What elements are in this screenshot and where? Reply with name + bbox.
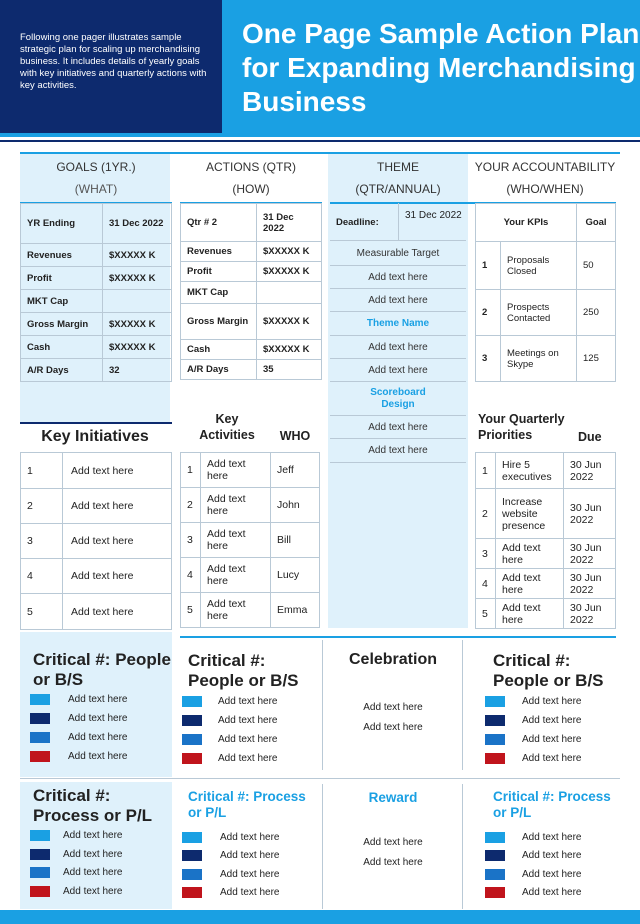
priority-due: 30 Jun 2022 <box>564 539 616 569</box>
legend-swatch <box>30 732 50 743</box>
initiative-text: Add text here <box>63 524 172 559</box>
legend-text: Add text here <box>522 832 582 843</box>
legend-swatch <box>182 832 202 843</box>
activity-num: 2 <box>181 488 201 523</box>
actions-head-date: 31 Dec 2022 <box>257 204 322 242</box>
theme-deadline-label: Deadline: <box>336 217 379 228</box>
legend-text: Add text here <box>68 713 128 724</box>
goals-row-value: $XXXXX K <box>103 336 172 359</box>
legend-text: Add text here <box>68 751 128 762</box>
legend-text: Add text here <box>220 887 280 898</box>
legend-text: Add text here <box>218 753 278 764</box>
initiative-num: 1 <box>21 453 63 489</box>
initiatives-title: Key Initiatives <box>41 428 149 445</box>
critical-process-title: Critical #: Process or P/L <box>33 786 153 825</box>
theme-item: Add text here <box>330 359 466 382</box>
priority-due: 30 Jun 2022 <box>564 453 616 489</box>
goals-head-date: 31 Dec 2022 <box>103 204 172 244</box>
legend-swatch <box>30 849 50 860</box>
activity-text: Add text here <box>201 488 271 523</box>
goals-sub: (WHAT) <box>74 182 118 196</box>
legend-swatch <box>485 887 505 898</box>
priority-num: 3 <box>476 539 496 569</box>
header-divider-thin <box>0 140 640 142</box>
theme-scoreboard: Scoreboard Design <box>330 382 466 416</box>
divider <box>322 640 323 770</box>
critical-people-title: Critical #: People or B/S <box>33 650 171 689</box>
legend-swatch <box>182 696 202 707</box>
goals-row-label: Revenues <box>21 244 103 267</box>
actions-row-value: $XXXXX K <box>257 242 322 262</box>
activity-who: Jeff <box>271 453 320 488</box>
activity-who: John <box>271 488 320 523</box>
initiative-num: 3 <box>21 524 63 559</box>
page-title: One Page Sample Action Plan for Expanding Merchandising Business <box>222 0 640 133</box>
quarterly-title: Your Quarterly Priorities <box>478 412 565 442</box>
row-divider <box>20 778 620 779</box>
legend-text: Add text here <box>63 886 123 897</box>
legend-swatch <box>182 850 202 861</box>
legend-swatch <box>182 715 202 726</box>
kpi-goal: 125 <box>577 336 616 382</box>
goals-row-value: 32 <box>103 359 172 382</box>
initiative-text: Add text here <box>63 594 172 630</box>
initiative-text: Add text here <box>63 559 172 594</box>
legend-swatch <box>30 830 50 841</box>
legend-text: Add text here <box>63 830 123 841</box>
kpi-goal: 50 <box>577 242 616 290</box>
goals-table <box>20 203 172 382</box>
theme-title: THEME <box>377 160 419 174</box>
legend-swatch <box>485 734 505 745</box>
critical-process-title: Critical #: Process or P/L <box>188 789 306 820</box>
kpi-label: Proposals Closed <box>501 242 577 290</box>
legend-text: Add text here <box>68 694 128 705</box>
table-top-line <box>20 152 620 154</box>
priority-text: Add text here <box>496 539 564 569</box>
critical-process-title: Critical #: Process or P/L <box>493 789 611 820</box>
legend-text: Add text here <box>63 867 123 878</box>
activity-text: Add text here <box>201 558 271 593</box>
theme-item: Add text here <box>330 289 466 312</box>
divider <box>322 784 323 909</box>
activities-table <box>180 452 320 628</box>
priority-num: 4 <box>476 569 496 599</box>
initiatives-table <box>20 452 172 630</box>
legend-swatch <box>30 867 50 878</box>
initiative-num: 4 <box>21 559 63 594</box>
legend-text: Add text here <box>522 715 582 726</box>
goals-row-label: A/R Days <box>21 359 103 382</box>
activity-text: Add text here <box>201 523 271 558</box>
legend-swatch <box>182 734 202 745</box>
initiatives-line <box>20 422 172 424</box>
activities-title: Key Activities <box>199 412 255 442</box>
priority-text: Add text here <box>496 599 564 629</box>
priority-text: Hire 5 executives <box>496 453 564 489</box>
kpi-head: Your KPIs <box>476 204 577 242</box>
legend-swatch <box>485 850 505 861</box>
kpi-goal: 250 <box>577 290 616 336</box>
actions-head-label: Qtr # 2 <box>181 204 257 242</box>
legend-swatch <box>485 753 505 764</box>
priority-num: 2 <box>476 489 496 539</box>
critical-people-title: Critical #: People or B/S <box>493 651 604 690</box>
theme-deadline-value: 31 Dec 2022 <box>405 210 462 221</box>
quarterly-due: Due <box>578 430 602 444</box>
actions-row-value: 35 <box>257 360 322 380</box>
accountability-sub: (WHO/WHEN) <box>506 182 584 196</box>
actions-row-label: Profit <box>181 262 257 282</box>
actions-table <box>180 203 322 380</box>
legend-text: Add text here <box>68 732 128 743</box>
celebration-title: Celebration <box>348 651 437 668</box>
legend-text: Add text here <box>218 696 278 707</box>
priority-text: Increase website presence <box>496 489 564 539</box>
celebration-text: Add text here <box>363 702 423 713</box>
kpi-label: Prospects Contacted <box>501 290 577 336</box>
theme-item: Add text here <box>330 416 466 439</box>
initiative-text: Add text here <box>63 489 172 524</box>
activity-num: 4 <box>181 558 201 593</box>
reward-text: Add text here <box>363 857 423 868</box>
legend-swatch <box>30 694 50 705</box>
activity-text: Add text here <box>201 593 271 628</box>
actions-row-label: Revenues <box>181 242 257 262</box>
priority-num: 1 <box>476 453 496 489</box>
goals-head-label: YR Ending <box>21 204 103 244</box>
legend-swatch <box>30 751 50 762</box>
header-divider <box>0 133 640 137</box>
legend-swatch <box>182 869 202 880</box>
legend-text: Add text here <box>522 869 582 880</box>
activity-text: Add text here <box>201 453 271 488</box>
legend-text: Add text here <box>522 850 582 861</box>
legend-text: Add text here <box>522 734 582 745</box>
actions-row-label: Cash <box>181 340 257 360</box>
kpi-label: Meetings on Skype <box>501 336 577 382</box>
actions-row-value: $XXXXX K <box>257 262 322 282</box>
legend-text: Add text here <box>220 832 280 843</box>
quarterly-table <box>475 452 616 629</box>
legend-text: Add text here <box>522 753 582 764</box>
goals-row-label: MKT Cap <box>21 290 103 313</box>
celebration-text: Add text here <box>363 722 423 733</box>
legend-swatch <box>30 886 50 897</box>
goals-row-value: $XXXXX K <box>103 267 172 290</box>
divider <box>462 784 463 909</box>
kpi-num: 2 <box>476 290 501 336</box>
goals-title: GOALS (1YR.) <box>56 160 136 174</box>
legend-text: Add text here <box>218 715 278 726</box>
actions-title: ACTIONS (QTR) <box>206 160 296 174</box>
goals-row-label: Gross Margin <box>21 313 103 336</box>
actions-sub: (HOW) <box>232 182 270 196</box>
actions-row-value: $XXXXX K <box>257 340 322 360</box>
legend-text: Add text here <box>522 887 582 898</box>
header-intro: Following one pager illustrates sample strategic plan for scaling up merchandising business. It includes details of yearly goals with key initiatives and quarterly actions with key activities. <box>0 0 222 133</box>
priority-num: 5 <box>476 599 496 629</box>
legend-text: Add text here <box>63 849 123 860</box>
activity-who: Bill <box>271 523 320 558</box>
legend-swatch <box>182 887 202 898</box>
legend-text: Add text here <box>220 850 280 861</box>
actions-row-label: Gross Margin <box>181 304 257 340</box>
theme-item: Add text here <box>330 336 466 359</box>
goals-row-label: Cash <box>21 336 103 359</box>
activity-who: Emma <box>271 593 320 628</box>
priority-due: 30 Jun 2022 <box>564 569 616 599</box>
legend-swatch <box>485 715 505 726</box>
theme-sub: (QTR/ANNUAL) <box>355 182 441 196</box>
theme-item: Add text here <box>330 266 466 289</box>
activity-who: Lucy <box>271 558 320 593</box>
theme-deadline-row <box>330 203 466 241</box>
goals-row-value <box>103 290 172 313</box>
actions-row-label: MKT Cap <box>181 282 257 304</box>
initiative-num: 2 <box>21 489 63 524</box>
legend-text: Add text here <box>220 869 280 880</box>
priority-due: 30 Jun 2022 <box>564 599 616 629</box>
activity-num: 1 <box>181 453 201 488</box>
reward-text: Add text here <box>363 837 423 848</box>
bottom-section-line <box>180 636 616 638</box>
legend-text: Add text here <box>218 734 278 745</box>
legend-swatch <box>485 869 505 880</box>
accountability-title: YOUR ACCOUNTABILITY <box>474 160 616 174</box>
activity-num: 3 <box>181 523 201 558</box>
legend-text: Add text here <box>522 696 582 707</box>
initiative-text: Add text here <box>63 453 172 489</box>
kpi-num: 3 <box>476 336 501 382</box>
kpi-goal-head: Goal <box>577 204 616 242</box>
actions-row-label: A/R Days <box>181 360 257 380</box>
priority-due: 30 Jun 2022 <box>564 489 616 539</box>
theme-item: Measurable Target <box>330 242 466 266</box>
footer-bar <box>0 910 640 924</box>
goals-row-value: $XXXXX K <box>103 244 172 267</box>
kpi-num: 1 <box>476 242 501 290</box>
divider <box>462 640 463 770</box>
legend-swatch <box>485 832 505 843</box>
legend-swatch <box>485 696 505 707</box>
kpi-table <box>475 203 616 382</box>
legend-swatch <box>30 713 50 724</box>
initiative-num: 5 <box>21 594 63 630</box>
actions-row-value: $XXXXX K <box>257 304 322 340</box>
goals-row-value: $XXXXX K <box>103 313 172 336</box>
goals-row-label: Profit <box>21 267 103 290</box>
priority-text: Add text here <box>496 569 564 599</box>
activity-num: 5 <box>181 593 201 628</box>
legend-swatch <box>182 753 202 764</box>
critical-people-title: Critical #: People or B/S <box>188 651 299 690</box>
activities-who: WHO <box>279 429 311 443</box>
theme-item: Add text here <box>330 439 466 463</box>
reward-title: Reward <box>368 790 418 805</box>
theme-name: Theme Name <box>330 312 466 336</box>
actions-row-value <box>257 282 322 304</box>
theme-deadline-divider <box>398 203 399 241</box>
